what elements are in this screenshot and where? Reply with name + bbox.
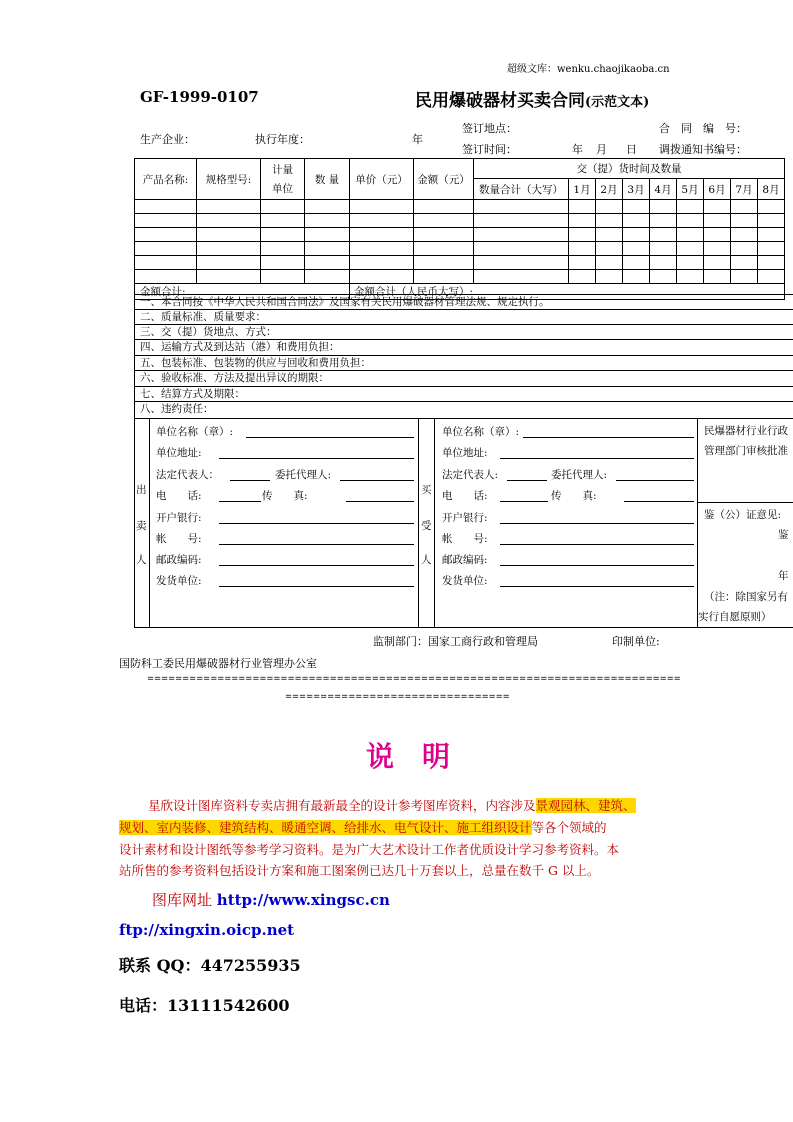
- notice-no-label: 调拨通知书编号：: [659, 143, 747, 156]
- seller-account-field[interactable]: [219, 544, 414, 545]
- office-label: 国防科工委民用爆破器材行业管理办公室: [119, 657, 317, 670]
- seller-side-char: 出: [136, 484, 147, 496]
- exec-year-label: 执行年度：: [255, 133, 310, 146]
- explain-para-line4: 站所售的参考资料包括设计方案和施工图案例已达几十万套以上，总量在数千 G 以上。: [119, 863, 600, 878]
- total-amount-rmb-label: 金额合计（人民币大写）:: [350, 284, 785, 300]
- col-month: 8月: [758, 179, 785, 200]
- buyer-legal-rep-label: 法定代表人:: [442, 469, 499, 481]
- phone-row: [119, 993, 289, 1016]
- buyer-side-char: 买: [421, 484, 432, 496]
- seller-phone-label: 电 话:: [156, 490, 202, 502]
- explain-text: 星欣设计图库资料专卖店拥有最新最全的设计参考图库资料，内容涉及: [148, 798, 536, 813]
- seller-legal-rep-label: 法定代表人：: [156, 469, 219, 481]
- phone-label: 电话：: [119, 996, 168, 1015]
- buyer-phone-label: 电 话:: [442, 490, 488, 502]
- seller-address-label: 单位地址:: [156, 447, 202, 459]
- col-delivery: 交（提）货时间及数量: [474, 159, 785, 179]
- seller-address-field[interactable]: [219, 458, 414, 459]
- explain-text: 等各个领域的: [531, 820, 607, 835]
- col-month: 2月: [596, 179, 623, 200]
- buyer-address-field[interactable]: [500, 458, 694, 459]
- seller-fax-label: 传 真:: [262, 490, 308, 502]
- divider: [697, 502, 793, 503]
- buyer-bank-label: 开户银行:: [442, 512, 488, 524]
- clause-5: 五、包装标准、包装物的供应与回收和费用负担：: [134, 355, 793, 370]
- clause-7: 七、结算方式及期限：: [134, 386, 793, 401]
- clause-4: 四、运输方式及到达站（港）和费用负担：: [134, 339, 793, 354]
- cert-seal-label: 鉴: [778, 529, 789, 541]
- explain-title: 说 明: [366, 740, 451, 773]
- approval-note2: 实行自愿原则）: [698, 611, 772, 623]
- contract-no-label: 合 同 编 号：: [659, 122, 747, 135]
- seller-legal-rep-field[interactable]: [230, 480, 270, 481]
- qq-label: 联系 QQ：: [119, 956, 201, 975]
- divider: [149, 418, 150, 627]
- sign-time-label: 签订时间：: [462, 143, 517, 156]
- col-spec: 规格型号:: [197, 159, 261, 200]
- sign-month: 月: [596, 143, 607, 156]
- clause-8: 八、违约责任：: [134, 401, 793, 416]
- col-month: 4月: [650, 179, 677, 200]
- approval-line2: 管理部门审核批准: [704, 445, 788, 457]
- col-month: 1月: [569, 179, 596, 200]
- buyer-phone-field[interactable]: [500, 501, 548, 502]
- supervisor-label: 监制部门：国家工商行政和管理局: [373, 635, 538, 648]
- buyer-postcode-label: 邮政编码:: [442, 554, 488, 566]
- buyer-postcode-field[interactable]: [500, 565, 694, 566]
- separator-line: ================================: [285, 692, 510, 702]
- page-title: [415, 86, 649, 111]
- seller-fax-field[interactable]: [346, 501, 414, 502]
- gallery-url-link[interactable]: http://www.xingsc.cn: [216, 891, 390, 909]
- buyer-bank-field[interactable]: [500, 523, 694, 524]
- table-row: [135, 270, 785, 284]
- qq-value: 447255935: [200, 956, 301, 975]
- divider: [418, 418, 419, 627]
- buyer-address-label: 单位地址:: [442, 447, 488, 459]
- product-table: [134, 158, 785, 300]
- divider: [134, 294, 135, 627]
- seller-side-char: 卖: [136, 520, 147, 532]
- divider: [697, 418, 698, 627]
- col-qty-total: 数量合计（大写）: [474, 179, 569, 200]
- col-month: 7月: [731, 179, 758, 200]
- table-row: [135, 256, 785, 270]
- gallery-url-row: [152, 889, 390, 910]
- col-month: 6月: [704, 179, 731, 200]
- buyer-agent-field[interactable]: [616, 480, 694, 481]
- seller-ship-unit-label: 发货单位:: [156, 575, 202, 587]
- table-row: [135, 214, 785, 228]
- sign-day: 日: [626, 143, 637, 156]
- col-quantity: 数 量: [305, 159, 350, 200]
- buyer-account-field[interactable]: [500, 544, 694, 545]
- col-unit: [261, 159, 305, 200]
- approval-line1: 民爆器材行业行政: [704, 425, 788, 437]
- seller-agent-field[interactable]: [340, 480, 414, 481]
- title-main: 民用爆破器材买卖合同: [415, 91, 585, 111]
- col-amount: 金额（元）: [414, 159, 474, 200]
- col-month: 5月: [677, 179, 704, 200]
- seller-side-char: 人: [136, 554, 147, 566]
- divider: [134, 627, 793, 628]
- seller-name-label: 单位名称（章）:: [156, 426, 234, 438]
- buyer-fax-field[interactable]: [624, 501, 694, 502]
- col-unit-line1: 计量: [272, 164, 293, 176]
- highlight-text: 规划、室内装修、建筑结构、暖通空调、给排水、电气设计、施工组织设计: [119, 820, 532, 835]
- buyer-receive-unit-field[interactable]: [500, 586, 694, 587]
- phone-value: 13111542600: [167, 996, 290, 1015]
- buyer-account-label: 帐 号:: [442, 533, 488, 545]
- explain-para-line3: 设计素材和设计图纸等参考学习资料。是为广大艺术设计工作者优质设计学习参考资料。本: [119, 842, 620, 857]
- separator-line: ============================================================================: [147, 674, 681, 684]
- seller-postcode-label: 邮政编码:: [156, 554, 202, 566]
- seller-phone-field[interactable]: [219, 501, 261, 502]
- producer-label: 生产企业：: [140, 133, 195, 146]
- buyer-side-char: 人: [421, 554, 432, 566]
- approval-note1: （注：除国家另有: [704, 591, 788, 603]
- table-row: [135, 228, 785, 242]
- highlight-text: 景观园林、建筑、: [535, 798, 636, 813]
- divider: [134, 418, 793, 419]
- seller-bank-field[interactable]: [219, 523, 414, 524]
- printer-label: 印制单位:: [612, 635, 660, 648]
- seller-agent-label: 委托代理人:: [275, 469, 332, 481]
- form-code: GF-1999-0107: [140, 88, 259, 106]
- qq-row: [119, 953, 301, 976]
- title-sub: (示范文本): [585, 95, 650, 110]
- buyer-name-label: 单位名称（章）:: [442, 426, 520, 438]
- seller-ship-unit-field[interactable]: [219, 586, 414, 587]
- buyer-agent-label: 委托代理人:: [551, 469, 608, 481]
- buyer-receive-unit-label: 发货单位:: [442, 575, 488, 587]
- col-unit-price: 单价（元）: [350, 159, 414, 200]
- sign-place-label: 签订地点：: [462, 122, 517, 135]
- seller-postcode-field[interactable]: [219, 565, 414, 566]
- total-amount-label: 金额合计:: [135, 284, 350, 300]
- seller-bank-label: 开户银行:: [156, 512, 202, 524]
- col-unit-line2: 单位: [272, 183, 293, 195]
- buyer-fax-label: 传 真:: [551, 490, 597, 502]
- buyer-side-char: 受: [421, 520, 432, 532]
- gallery-url-label: 图库网址: [152, 891, 213, 909]
- year-label: 年: [412, 133, 423, 146]
- table-row: [135, 200, 785, 214]
- buyer-name-field[interactable]: [523, 437, 694, 438]
- cert-year-label: 年: [778, 570, 789, 582]
- ftp-link[interactable]: ftp://xingxin.oicp.net: [119, 921, 295, 939]
- table-row: [135, 242, 785, 256]
- clause-2: 二、质量标准、质量要求：: [134, 309, 793, 324]
- sign-year: 年: [572, 143, 583, 156]
- explain-para-line2: [119, 818, 607, 836]
- seller-account-label: 帐 号:: [156, 533, 202, 545]
- watermark: 超级文库：wenku.chaojikaoba.cn: [507, 64, 670, 75]
- col-product-name: 产品名称:: [135, 159, 197, 200]
- cert-label: 鉴（公）证意见:: [704, 509, 782, 521]
- buyer-legal-rep-field[interactable]: [507, 480, 547, 481]
- explain-para-line1: [148, 796, 636, 814]
- clause-1: 一、本合同按《中华人民共和国合同法》及国家有关民用爆破器材管理法规、规定执行。: [134, 294, 793, 309]
- col-month: 3月: [623, 179, 650, 200]
- seller-name-field[interactable]: [246, 437, 414, 438]
- divider: [434, 418, 435, 627]
- clause-3: 三、交（提）货地点、方式：: [134, 324, 793, 339]
- clause-6: 六、验收标准、方法及提出异议的期限：: [134, 370, 793, 385]
